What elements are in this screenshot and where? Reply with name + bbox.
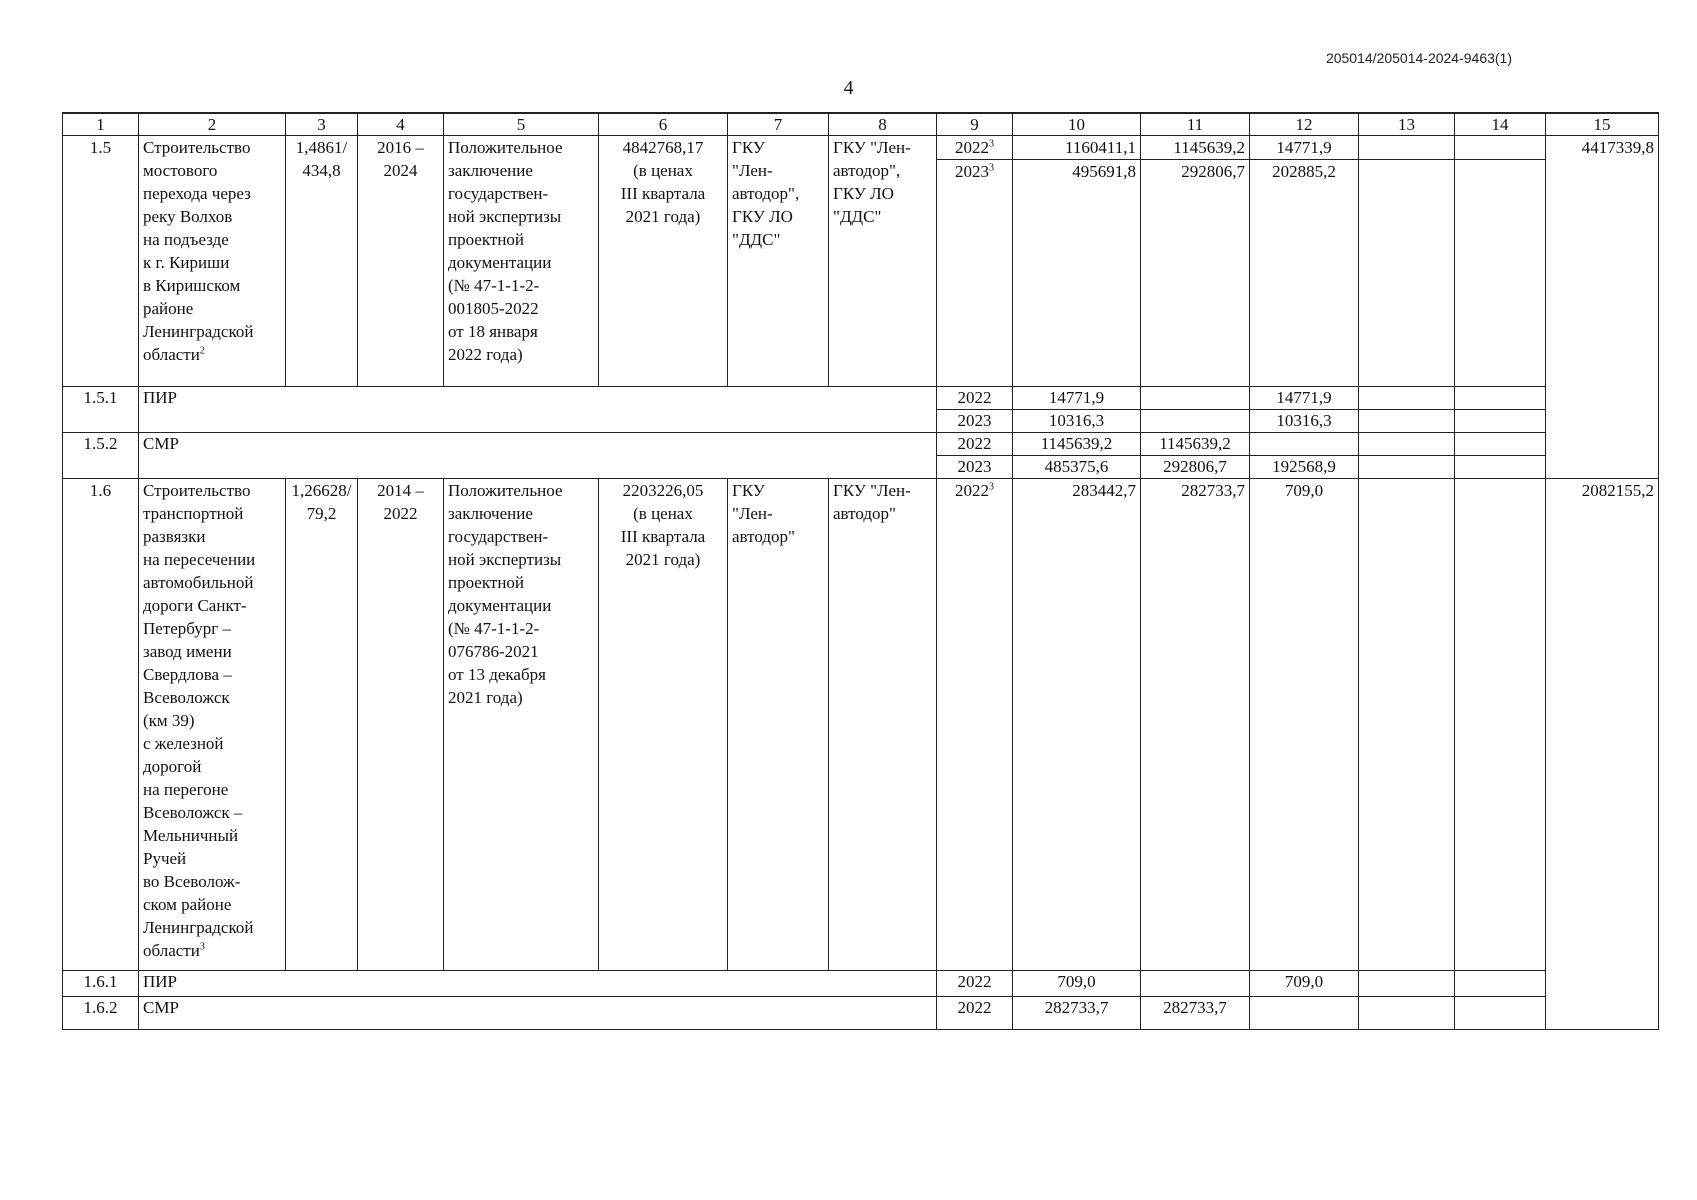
- empty-cell: [1455, 997, 1546, 1030]
- total-value: 485375,6: [1013, 456, 1141, 479]
- balance-value: 4417339,8: [1546, 136, 1659, 479]
- table-row: [63, 997, 1659, 1030]
- row-number: 1.6.1: [63, 971, 139, 997]
- empty-cell: [1455, 479, 1546, 971]
- federal-value: 282733,7: [1141, 479, 1250, 971]
- empty-cell: [1359, 456, 1455, 479]
- regional-value: 10316,3: [1250, 410, 1359, 433]
- empty-cell: [1359, 971, 1455, 997]
- estimated-cost: 2203226,05 (в ценах III квартала 2021 года): [599, 479, 728, 971]
- customer: ГКУ "Лен- автодор", ГКУ ЛО "ДДС": [728, 136, 829, 387]
- empty-cell: [1455, 136, 1546, 160]
- period: 2014 – 2022: [358, 479, 444, 971]
- regional-value: 14771,9: [1250, 387, 1359, 410]
- capacity: 1,4861/ 434,8: [286, 136, 358, 387]
- stage-label: ПИР: [139, 971, 937, 997]
- federal-value: [1141, 971, 1250, 997]
- documentation: Положительное заключение государствен- ной экспертизы проектной документации (№ 47-1-1-2- 076786-2021 от 13 декабря 2021 года): [444, 479, 599, 971]
- footnote-mark: 3: [989, 162, 994, 174]
- developer: ГКУ "Лен- автодор", ГКУ ЛО "ДДС": [829, 136, 937, 387]
- federal-value: [1141, 410, 1250, 433]
- empty-cell: [1455, 971, 1546, 997]
- federal-value: 292806,7: [1141, 160, 1250, 387]
- year: 2023: [937, 410, 1013, 433]
- total-value: 495691,8: [1013, 160, 1141, 387]
- total-value: 14771,9: [1013, 387, 1141, 410]
- regional-value: 709,0: [1250, 479, 1359, 971]
- year-cell: [937, 136, 1013, 160]
- column-header: 2: [139, 113, 286, 136]
- year-cell: [937, 479, 1013, 971]
- capacity: 1,26628/ 79,2: [286, 479, 358, 971]
- year-cell: [937, 160, 1013, 387]
- object-name: Строительство мостового перехода через реку Волхов на подъезде к г. Кириши в Киришском районе Ленинградской области: [143, 138, 254, 364]
- federal-value: 1145639,2: [1141, 433, 1250, 456]
- document-id: 205014/205014-2024-9463(1): [1325, 50, 1512, 66]
- column-header: 11: [1141, 113, 1250, 136]
- federal-value: 292806,7: [1141, 456, 1250, 479]
- stage-label: СМР: [139, 433, 937, 479]
- table-row: [63, 433, 1659, 456]
- documentation: Положительное заключение государствен- ной экспертизы проектной документации (№ 47-1-1-2- 001805-2022 от 18 января 2022 года): [444, 136, 599, 387]
- object-name-cell: [139, 136, 286, 387]
- footnote-mark: 3: [989, 481, 994, 493]
- year: 2022: [937, 387, 1013, 410]
- year: 2023: [937, 456, 1013, 479]
- column-header: 13: [1359, 113, 1455, 136]
- regional-value: [1250, 997, 1359, 1030]
- year: 2022: [937, 997, 1013, 1030]
- empty-cell: [1359, 479, 1455, 971]
- row-number: 1.5: [63, 136, 139, 387]
- footnote-mark: 3: [989, 138, 994, 150]
- regional-value: 192568,9: [1250, 456, 1359, 479]
- empty-cell: [1455, 387, 1546, 410]
- regional-value: 202885,2: [1250, 160, 1359, 387]
- column-header: 12: [1250, 113, 1359, 136]
- table-row: [63, 971, 1659, 997]
- empty-cell: [1359, 136, 1455, 160]
- balance-value: 2082155,2: [1546, 479, 1659, 1030]
- column-header: 15: [1546, 113, 1659, 136]
- row-number: 1.6.2: [63, 997, 139, 1030]
- row-number: 1.6: [63, 479, 139, 971]
- regional-value: 14771,9: [1250, 136, 1359, 160]
- column-header: 8: [829, 113, 937, 136]
- footnote-mark: 2: [199, 345, 205, 357]
- year: 2023: [955, 162, 989, 181]
- total-value: 1145639,2: [1013, 433, 1141, 456]
- column-header: 1: [63, 113, 139, 136]
- table-row: [63, 479, 1659, 971]
- empty-cell: [1359, 410, 1455, 433]
- column-header: 6: [599, 113, 728, 136]
- column-header: 10: [1013, 113, 1141, 136]
- column-header: 4: [358, 113, 444, 136]
- year: 2022: [955, 138, 989, 157]
- period: 2016 – 2024: [358, 136, 444, 387]
- footnote-mark: 3: [199, 941, 205, 953]
- total-value: 282733,7: [1013, 997, 1141, 1030]
- column-header: 5: [444, 113, 599, 136]
- empty-cell: [1359, 433, 1455, 456]
- investment-table: [62, 112, 1659, 1030]
- total-value: 1160411,1: [1013, 136, 1141, 160]
- year: 2022: [937, 971, 1013, 997]
- empty-cell: [1359, 997, 1455, 1030]
- table-row: [63, 387, 1659, 410]
- object-name-cell: [139, 479, 286, 971]
- estimated-cost: 4842768,17 (в ценах III квартала 2021 года): [599, 136, 728, 387]
- empty-cell: [1359, 160, 1455, 387]
- page-number: 4: [843, 77, 854, 99]
- regional-value: 709,0: [1250, 971, 1359, 997]
- empty-cell: [1455, 160, 1546, 387]
- column-header: 14: [1455, 113, 1546, 136]
- row-number: 1.5.1: [63, 387, 139, 433]
- column-header: 3: [286, 113, 358, 136]
- total-value: 709,0: [1013, 971, 1141, 997]
- total-value: 283442,7: [1013, 479, 1141, 971]
- stage-label: ПИР: [139, 387, 937, 433]
- stage-label: СМР: [139, 997, 937, 1030]
- empty-cell: [1359, 387, 1455, 410]
- federal-value: [1141, 387, 1250, 410]
- year: 2022: [955, 481, 989, 500]
- federal-value: 282733,7: [1141, 997, 1250, 1030]
- developer: ГКУ "Лен- автодор": [829, 479, 937, 971]
- federal-value: 1145639,2: [1141, 136, 1250, 160]
- empty-cell: [1455, 410, 1546, 433]
- object-name: Строительство транспортной развязки на пересечении автомобильной дороги Санкт- Петербург – завод имени Свердлова – Всеволожск (км 39) с железной дорогой на перегоне Всеволожск – Мельничный Ручей во Всеволож- ском районе Ленинградской области: [143, 481, 256, 960]
- regional-value: [1250, 433, 1359, 456]
- customer: ГКУ "Лен- автодор": [728, 479, 829, 971]
- total-value: 10316,3: [1013, 410, 1141, 433]
- column-header: 7: [728, 113, 829, 136]
- empty-cell: [1455, 456, 1546, 479]
- year: 2022: [937, 433, 1013, 456]
- empty-cell: [1455, 433, 1546, 456]
- row-number: 1.5.2: [63, 433, 139, 479]
- column-header: 9: [937, 113, 1013, 136]
- column-number-row: [63, 113, 1659, 136]
- table-row: [63, 136, 1659, 160]
